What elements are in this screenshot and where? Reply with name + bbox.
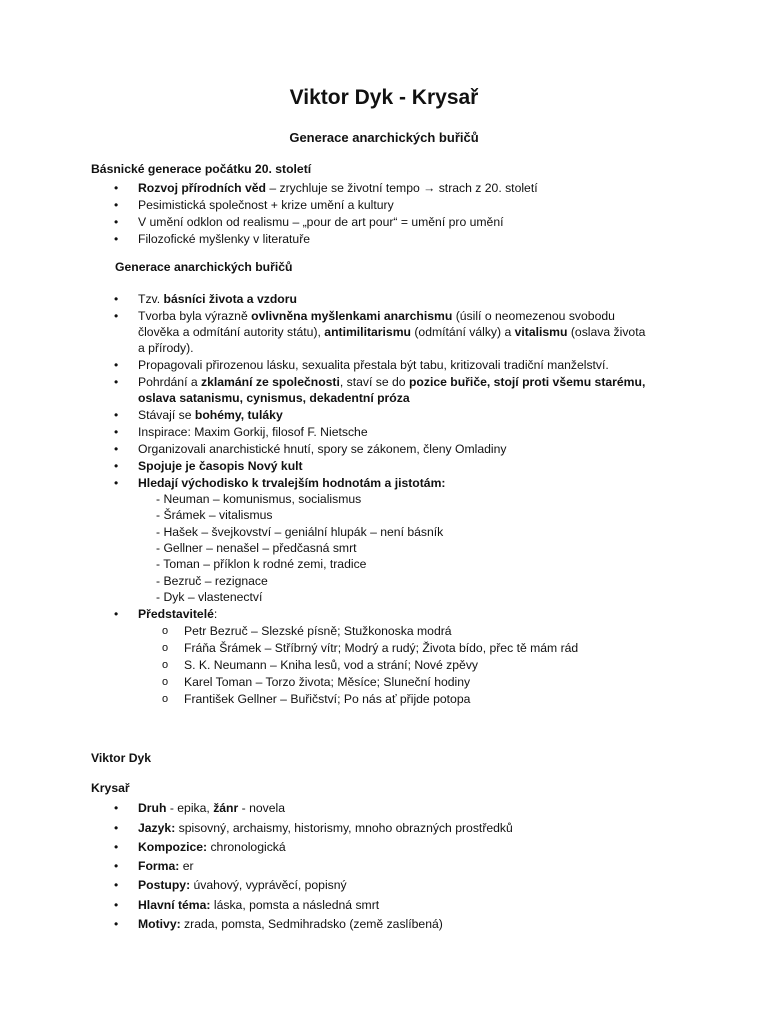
bullet-icon: •	[114, 181, 119, 195]
list-item-continuation: a přírody).	[138, 341, 194, 355]
list-item: Filozofické myšlenky v literatuře	[138, 232, 311, 246]
sub-list-item: - Bezruč – rezignace	[156, 574, 268, 588]
bullet-icon: •	[114, 859, 119, 873]
sub-list-item: - Šrámek – vitalismus	[156, 508, 273, 522]
document-subtitle: Generace anarchických buřičů	[289, 130, 479, 145]
list-item: V umění odklon od realismu – „pour de art pour“ = umění pro umění	[138, 215, 504, 229]
sub-list-item: - Toman – příklon k rodné zemi, tradice	[156, 557, 367, 571]
section-heading-basnicke-generace: Básnické generace počátku 20. století	[91, 162, 312, 176]
bullet-icon: •	[114, 408, 119, 422]
list-item: Forma: er	[138, 859, 194, 873]
circle-bullet-icon: o	[162, 625, 169, 637]
list-item: Pohrdání a zklamání ze společnosti, staví se do pozice buřiče, stojí proti všemu starému,	[138, 375, 646, 389]
bullet-icon: •	[114, 607, 119, 621]
bullet-icon: •	[114, 425, 119, 439]
sub-list-item: - Dyk – vlastenectví	[156, 590, 263, 604]
sub-list-item: Fráňa Šrámek – Stříbrný vítr; Modrý a rudý; Života bído, přec tě mám rád	[184, 641, 579, 655]
list-item: Hledají východisko k trvalejším hodnotám a jistotám:	[138, 476, 446, 490]
sub-list-item: Petr Bezruč – Slezské písně; Stužkonoska modrá	[184, 624, 452, 638]
list-item: Představitelé:	[138, 607, 218, 621]
list-item: Inspirace: Maxim Gorkij, filosof F. Nietsche	[138, 425, 368, 439]
list-item: Motivy: zrada, pomsta, Sedmihradsko (země zaslíbená)	[138, 917, 443, 931]
list-item-continuation: oslava satanismu, cynismus, dekadentní próza	[138, 391, 410, 405]
bullet-icon: •	[114, 801, 119, 815]
bullet-icon: •	[114, 358, 119, 372]
sub-list-item: - Gellner – nenašel – předčasná smrt	[156, 541, 357, 555]
list-item: Organizovali anarchistické hnutí, spory se zákonem, členy Omladiny	[138, 442, 507, 456]
section-heading-krysar: Krysař	[91, 781, 130, 795]
list-item: Pesimistická společnost + krize umění a kultury	[138, 198, 394, 212]
circle-bullet-icon: o	[162, 676, 169, 688]
list-item: Tvorba byla výrazně ovlivněna myšlenkami anarchismu (úsilí o neomezenou svobodu	[138, 309, 615, 323]
bullet-icon: •	[114, 821, 119, 835]
bullet-icon: •	[114, 442, 119, 456]
list-item: Rozvoj přírodních věd – zrychluje se životní tempo → strach z 20. století	[138, 181, 538, 195]
circle-bullet-icon: o	[162, 659, 169, 671]
sub-list-item: - Hašek – švejkovství – geniální hlupák – není básník	[156, 525, 444, 539]
bullet-icon: •	[114, 292, 119, 306]
list-item: Stávají se bohémy, tuláky	[138, 408, 283, 422]
list-item: Jazyk: spisovný, archaismy, historismy, mnoho obrazných prostředků	[138, 821, 513, 835]
bullet-icon: •	[114, 375, 119, 389]
sub-list-item: Karel Toman – Torzo života; Měsíce; Sluneční hodiny	[184, 675, 471, 689]
circle-bullet-icon: o	[162, 693, 169, 705]
bullet-icon: •	[114, 215, 119, 229]
sub-list-item: S. K. Neumann – Kniha lesů, vod a strání; Nové zpěvy	[184, 658, 479, 672]
list-item-continuation: člověka a odmítání autority státu), antimilitarismu (odmítání války) a vitalismu (oslava života	[138, 325, 646, 339]
bullet-icon: •	[114, 459, 119, 473]
circle-bullet-icon: o	[162, 642, 169, 654]
bullet-icon: •	[114, 878, 119, 892]
bullet-icon: •	[114, 309, 119, 323]
list-item: Spojuje je časopis Nový kult	[138, 459, 303, 473]
list-item: Propagovali přirozenou lásku, sexualita přestala být tabu, kritizovali tradiční manželství.	[138, 358, 609, 372]
bullet-icon: •	[114, 840, 119, 854]
bullet-icon: •	[114, 476, 119, 490]
sub-list-item: - Neuman – komunismus, socialismus	[156, 492, 362, 506]
section-heading-viktor-dyk: Viktor Dyk	[91, 751, 152, 765]
list-item: Druh - epika, žánr - novela	[138, 801, 285, 815]
list-item: Kompozice: chronologická	[138, 840, 286, 854]
bullet-icon: •	[114, 232, 119, 246]
document-title: Viktor Dyk - Krysař	[289, 86, 479, 109]
section-heading-generace-buricu: Generace anarchických buřičů	[115, 260, 293, 274]
sub-list-item: František Gellner – Buřičství; Po nás ať přijde potopa	[184, 692, 471, 706]
bullet-icon: •	[114, 917, 119, 931]
bullet-icon: •	[114, 198, 119, 212]
list-item: Hlavní téma: láska, pomsta a následná smrt	[138, 898, 380, 912]
list-item: Tzv. básníci života a vzdoru	[138, 292, 297, 306]
list-item: Postupy: úvahový, vyprávěcí, popisný	[138, 878, 347, 892]
bullet-icon: •	[114, 898, 119, 912]
